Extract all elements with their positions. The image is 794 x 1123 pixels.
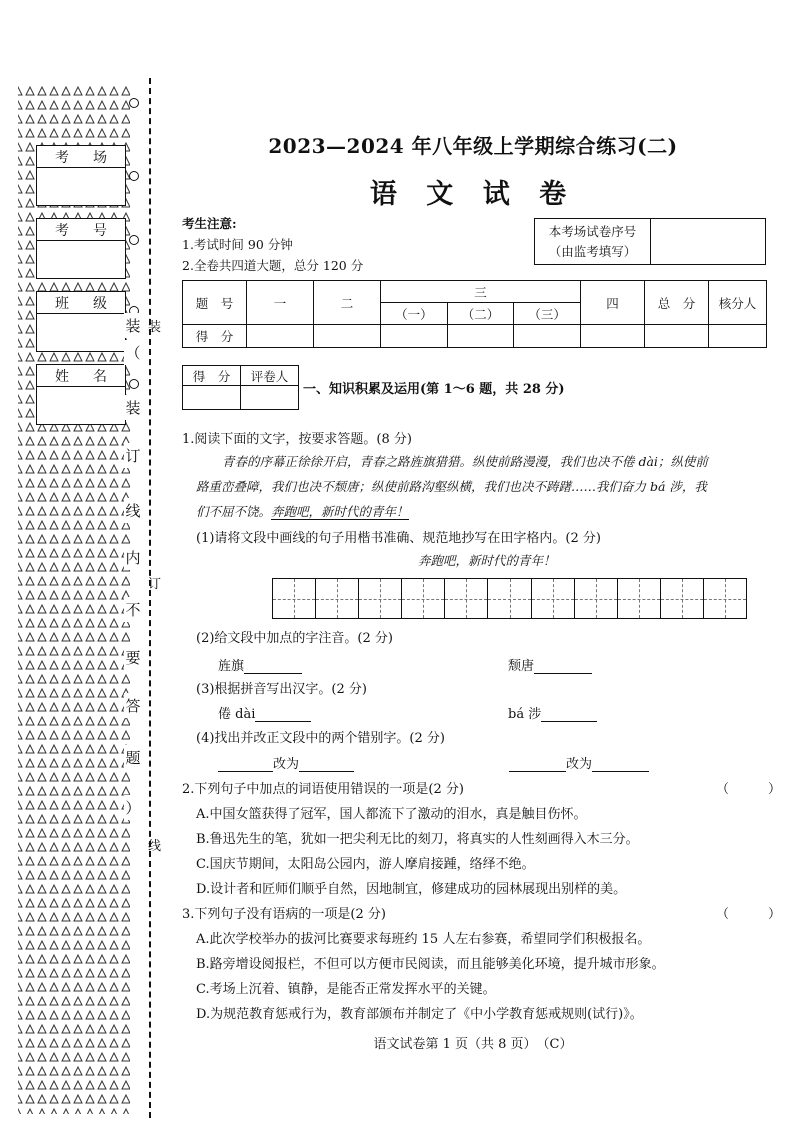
mini-score-label: 得 分 [183, 366, 241, 386]
notice-heading: 考生注意: [182, 216, 237, 231]
sub-question: (4)找出并改正文段中的两个错别字。(2 分) [196, 731, 445, 746]
answer-blank[interactable] [541, 708, 597, 722]
grid-cell[interactable] [532, 579, 575, 618]
binding-cut-line [149, 78, 151, 1118]
score-cell[interactable] [645, 325, 709, 348]
sub-question: (3)根据拼音写出汉字。(2 分) [196, 682, 367, 697]
score-header-1: 一 [247, 281, 314, 325]
grid-cell[interactable] [575, 579, 618, 618]
outer-binding-char: 订 [148, 577, 162, 592]
score-row-label: 得 分 [183, 325, 247, 348]
field-class[interactable]: 班 级 [36, 291, 126, 352]
change-label: 改为 [273, 757, 300, 772]
binding-hole-icon [129, 98, 139, 108]
candidate-notice [182, 213, 363, 276]
score-header-checker: 核分人 [709, 281, 767, 325]
score-header-3b: （二） [447, 303, 514, 325]
answer-bracket[interactable]: （ ） [716, 782, 782, 797]
tianzige-grid[interactable] [272, 578, 747, 619]
answer-blank[interactable] [592, 758, 649, 772]
binding-char: 装 [124, 313, 142, 338]
word-label: bá 涉 [508, 707, 542, 722]
binding-char: 不 [124, 597, 142, 622]
score-table [182, 280, 767, 348]
option-d: D.设计者和匠师们顺乎自然，因地制宜，修建成功的园林展现出别样的美。 [196, 882, 627, 897]
seat-number-box [534, 218, 766, 265]
option-a: A.中国女篮获得了冠军，国人都流下了激动的泪水，真是触目伤怀。 [196, 807, 587, 822]
binding-char: 内 [124, 545, 142, 570]
field-name[interactable]: 姓 名 [36, 364, 126, 425]
score-cell[interactable] [247, 325, 314, 348]
binding-hole-icon [129, 379, 139, 389]
binding-hole-icon [129, 171, 139, 181]
underlined-sentence: 奔跑吧，新时代的青年！ [271, 504, 409, 519]
score-header-tihao: 题 号 [183, 281, 247, 325]
grid-cell[interactable] [618, 579, 661, 618]
grid-cell[interactable] [488, 579, 531, 618]
mini-score-cell[interactable] [183, 386, 241, 410]
grid-cell[interactable] [704, 579, 746, 618]
binding-char: （ [124, 340, 142, 365]
passage-line: 们不屈不饶。 [196, 504, 272, 519]
score-cell[interactable] [314, 325, 381, 348]
section-heading: 一、知识积累及运用(第 1～6 题，共 28 分) [303, 382, 565, 397]
seat-sub-label: （由监考填写） [548, 244, 637, 259]
reading-passage [196, 449, 771, 524]
score-header-total: 总 分 [645, 281, 709, 325]
score-header-4: 四 [581, 281, 645, 325]
answer-blank[interactable] [299, 758, 354, 772]
word-label: 颓唐 [508, 659, 535, 674]
option-c: C.国庆节期间，太阳岛公园内，游人摩肩接踵，络绎不绝。 [196, 857, 535, 872]
grid-cell[interactable] [316, 579, 359, 618]
grid-cell[interactable] [273, 579, 316, 618]
binding-char: 装 [124, 395, 142, 420]
answer-blank[interactable] [255, 708, 311, 722]
score-header-3c: （三） [514, 303, 581, 325]
sub-question: (1)请将文段中画线的句子用楷书准确、规范地抄写在田字格内。(2 分) [196, 531, 601, 546]
option-b: B.鲁迅先生的笔，犹如一把尖利无比的刻刀，将真实的人性刻画得入木三分。 [196, 832, 639, 847]
option-d: D.为规范教育惩戒行为，教育部颁布并制定了《中小学教育惩戒规则(试行)》。 [196, 1007, 643, 1022]
answer-bracket[interactable]: （ ） [716, 907, 782, 922]
option-b: B.路旁增设阅报栏，不但可以方便市民阅读，而且能够美化环境，提升城市形象。 [196, 957, 665, 972]
exam-title: 2023—2024 年八年级上学期综合练习(二) [268, 134, 678, 158]
answer-blank[interactable] [534, 660, 592, 674]
binding-char: 线 [124, 498, 142, 523]
grid-cell[interactable] [359, 579, 402, 618]
grid-cell[interactable] [661, 579, 704, 618]
field-exam-number[interactable]: 考 号 [36, 218, 126, 279]
score-cell[interactable] [581, 325, 645, 348]
copy-sample: 奔跑吧，新时代的青年！ [418, 553, 556, 568]
score-cell[interactable] [447, 325, 514, 348]
binding-char: ） [124, 795, 142, 820]
sub-question: (2)给文段中加点的字注音。(2 分) [196, 631, 393, 646]
answer-blank[interactable] [218, 758, 273, 772]
answer-blank[interactable] [509, 758, 566, 772]
notice-item: 2.全卷共四道大题，总分 120 分 [182, 258, 364, 273]
binding-char: 题 [124, 745, 142, 770]
mini-grader-label: 评卷人 [241, 366, 299, 386]
binding-char: 要 [124, 645, 142, 670]
exam-subtitle: 语 文 试 卷 [369, 179, 577, 210]
outer-binding-char: 线 [148, 839, 162, 854]
seat-number-field[interactable] [651, 219, 765, 264]
score-cell[interactable] [514, 325, 581, 348]
page-footer: 语文试卷第 1 页（共 8 页） （C） [373, 1037, 573, 1052]
question-stem: 1.阅读下面的文字，按要求答题。(8 分) [182, 432, 412, 447]
seat-label: 本考场试卷序号 [548, 224, 637, 239]
question-stem: 2.下列句子中加点的词语使用错误的一项是(2 分) [182, 782, 464, 797]
score-header-2: 二 [314, 281, 381, 325]
field-exam-room[interactable]: 考 场 [36, 145, 126, 206]
change-label: 改为 [566, 757, 593, 772]
passage-line: 青春的序幕正徐徐开启，青春之路旌旗猎猎。纵使前路漫漫，我们也决不倦 dài；纵使前 [222, 454, 708, 469]
outer-binding-char: 装 [148, 320, 162, 335]
option-a: A.此次学校举办的拔河比赛要求每班约 15 人左右参赛，希望同学们积极报名。 [196, 932, 651, 947]
section-score-box [182, 365, 299, 410]
passage-line: 路重峦叠障，我们也决不颓唐；纵使前路沟壑纵横，我们也决不踌躇……我们奋力 bá 涉，我 [196, 479, 707, 494]
binding-char: 订 [124, 443, 142, 468]
grid-cell[interactable] [445, 579, 488, 618]
score-cell[interactable] [709, 325, 767, 348]
grid-cell[interactable] [402, 579, 445, 618]
binding-char: 答 [124, 693, 142, 718]
score-cell[interactable] [381, 325, 448, 348]
mini-grader-cell[interactable] [241, 386, 299, 410]
question-stem: 3.下列句子没有语病的一项是(2 分) [182, 907, 386, 922]
score-header-3a: （一） [381, 303, 448, 325]
binding-strip [0, 0, 150, 1123]
option-c: C.考场上沉着、镇静，是能否正常发挥水平的关键。 [196, 982, 496, 997]
binding-hole-icon [129, 235, 139, 245]
notice-item: 1.考试时间 90 分钟 [182, 237, 293, 252]
answer-blank[interactable] [244, 660, 302, 674]
score-header-3: 三 [381, 281, 581, 303]
word-label: 旌旗 [218, 659, 245, 674]
word-label: 倦 dài [218, 707, 256, 722]
